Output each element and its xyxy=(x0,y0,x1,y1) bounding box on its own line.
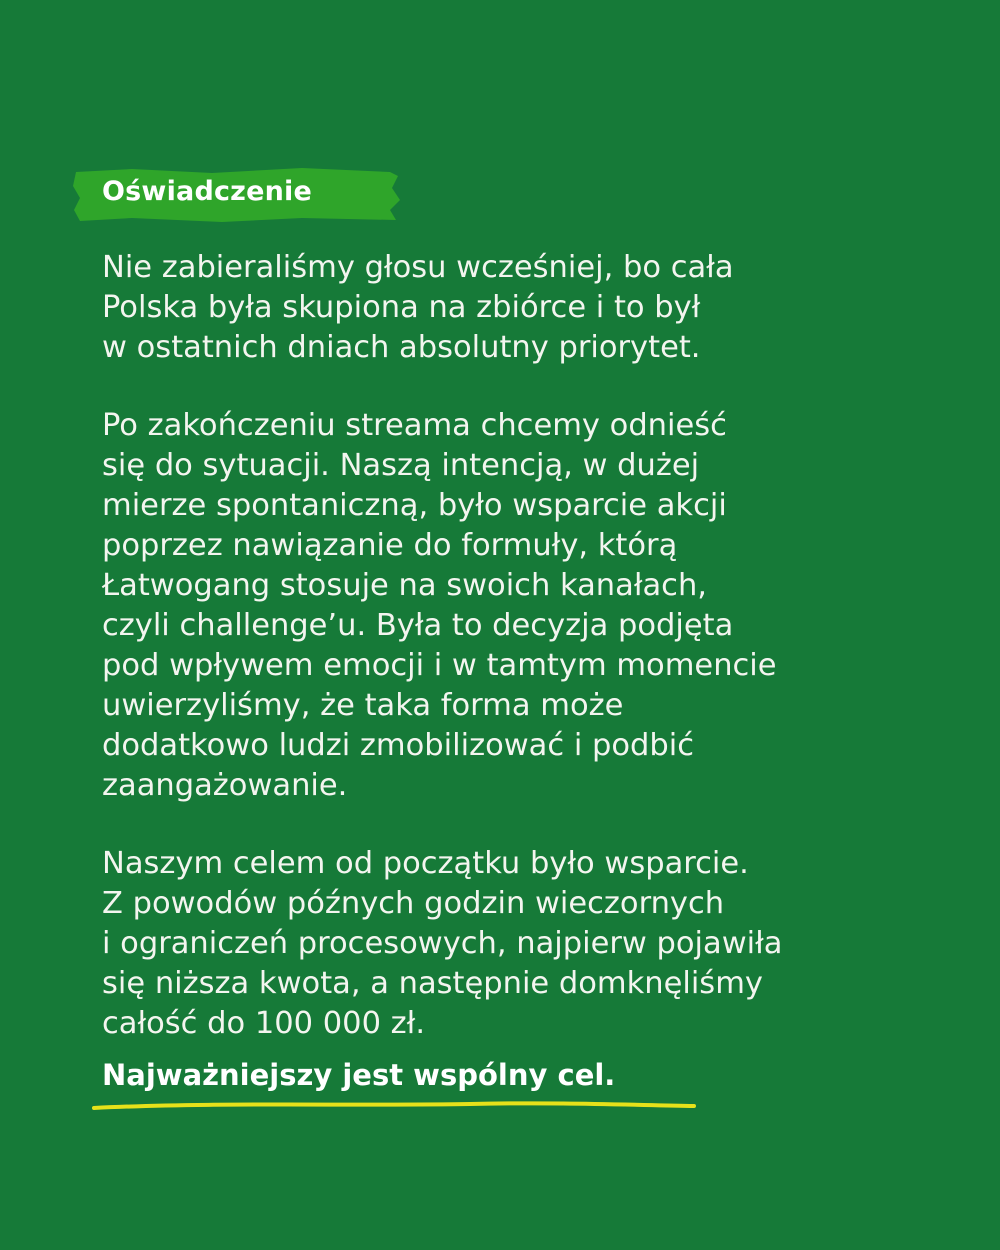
paragraph-2: Po zakończeniu streama chcemy odnieść się do sytuacji. Naszą intencją, w dużej mierze spontaniczną, było wsparcie akcji poprzez nawiązanie do formuły, którą Łatwogang stosuje na swoich kanałach, czyli challenge’u. Była to decyzja podjęta pod wpływem emocji i w tamtym momencie uwierzyliśmy, że taka forma może dodatkowo ludzi zmobilizować i podbić zaangażowanie. xyxy=(102,408,777,803)
paragraph-1: Nie zabieraliśmy głosu wcześniej, bo cała Polska była skupiona na zbiórce i to był w ostatnich dniach absolutny priorytet. xyxy=(102,250,734,365)
closing-text: Najważniejszy jest wspólny cel. xyxy=(102,1058,616,1092)
underline-stroke xyxy=(90,1096,700,1116)
closing-statement xyxy=(102,1058,722,1118)
heading-highlight xyxy=(72,166,402,224)
statement-body xyxy=(102,248,962,1082)
paragraph-3: Naszym celem od początku było wsparcie. Z powodów późnych godzin wieczornych i ograniczeń procesowych, najpierw pojawiła się niższa kwota, a następnie domknęliśmy całość do 100 000 zł. xyxy=(102,846,783,1041)
page-title: Oświadczenie xyxy=(102,176,312,207)
